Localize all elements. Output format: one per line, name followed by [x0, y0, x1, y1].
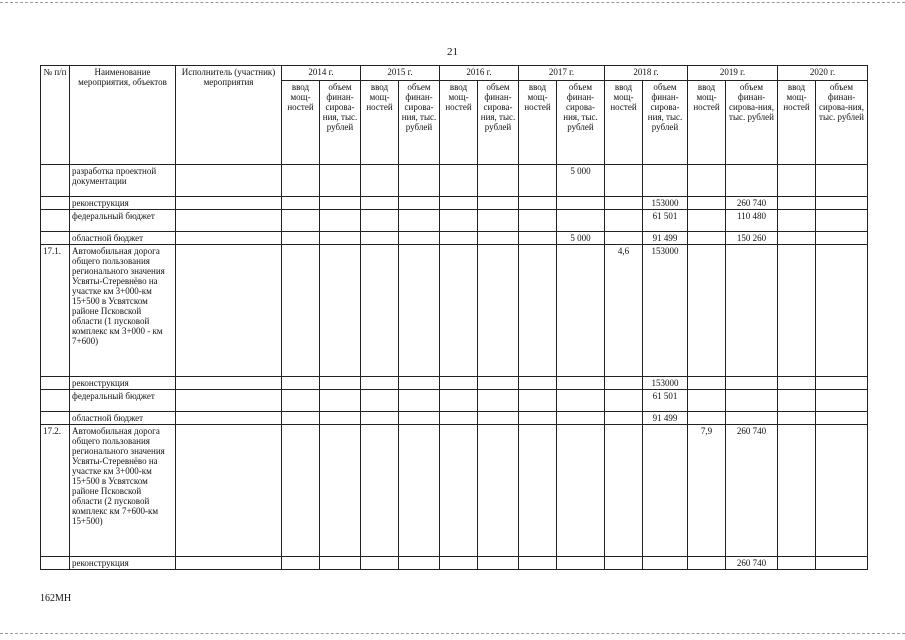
table-row	[41, 232, 868, 245]
capacity-cell	[282, 557, 320, 570]
capacity-cell	[361, 245, 399, 377]
row-executor	[176, 232, 282, 245]
table-row	[41, 210, 868, 232]
finance-cell	[399, 390, 440, 412]
finance-cell: 91 499	[643, 412, 688, 425]
header-finance-2020: объем финан-сирова-ния, тыс. рублей	[816, 81, 868, 165]
row-number	[41, 412, 70, 425]
row-name: разработка проектной документации	[70, 165, 176, 197]
header-name: Наименование мероприятия, объектов	[70, 66, 176, 165]
capacity-cell	[361, 557, 399, 570]
capacity-cell	[282, 165, 320, 197]
capacity-cell	[440, 245, 478, 377]
capacity-cell	[282, 232, 320, 245]
row-executor	[176, 197, 282, 210]
capacity-cell	[605, 197, 643, 210]
row-name: федеральный бюджет	[70, 210, 176, 232]
capacity-cell	[605, 377, 643, 390]
capacity-cell	[282, 245, 320, 377]
capacity-cell	[361, 390, 399, 412]
capacity-cell	[778, 165, 816, 197]
capacity-cell	[282, 197, 320, 210]
capacity-cell	[778, 197, 816, 210]
capacity-cell	[282, 390, 320, 412]
capacity-cell	[778, 245, 816, 377]
finance-cell: 260 740	[726, 557, 778, 570]
capacity-cell	[440, 390, 478, 412]
capacity-cell	[605, 390, 643, 412]
capacity-cell	[778, 412, 816, 425]
capacity-cell	[519, 232, 557, 245]
finance-cell	[320, 557, 361, 570]
capacity-cell	[605, 210, 643, 232]
capacity-cell	[778, 377, 816, 390]
finance-cell	[478, 197, 519, 210]
capacity-cell	[440, 425, 478, 557]
finance-cell	[320, 377, 361, 390]
header-capacity-2019: ввод мощ-ностей	[688, 81, 726, 165]
finance-cell	[557, 245, 605, 377]
capacity-cell	[688, 412, 726, 425]
capacity-cell	[519, 245, 557, 377]
capacity-cell	[440, 377, 478, 390]
financing-table	[40, 65, 868, 570]
bottom-edge-line	[0, 633, 905, 634]
capacity-cell	[519, 165, 557, 197]
finance-cell	[478, 232, 519, 245]
finance-cell	[399, 210, 440, 232]
capacity-cell	[519, 210, 557, 232]
row-executor	[176, 245, 282, 377]
finance-cell	[557, 425, 605, 557]
capacity-cell	[361, 412, 399, 425]
finance-cell	[320, 412, 361, 425]
header-year-2018: 2018 г.	[605, 66, 688, 81]
finance-cell	[320, 390, 361, 412]
capacity-cell	[519, 425, 557, 557]
capacity-cell	[440, 412, 478, 425]
finance-cell: 153000	[643, 245, 688, 377]
finance-cell	[399, 165, 440, 197]
capacity-cell	[688, 557, 726, 570]
finance-cell: 61 501	[643, 390, 688, 412]
row-executor	[176, 425, 282, 557]
header-capacity-2016: ввод мощ-ностей	[440, 81, 478, 165]
capacity-cell	[361, 377, 399, 390]
finance-cell	[478, 557, 519, 570]
page-number: 21	[447, 46, 458, 58]
capacity-cell	[688, 197, 726, 210]
row-number	[41, 390, 70, 412]
capacity-cell	[778, 557, 816, 570]
finance-cell	[726, 390, 778, 412]
row-number: 17.2.	[41, 425, 70, 557]
header-finance-2016: объем финан-сирова-ния, тыс. рублей	[478, 81, 519, 165]
header-capacity-2018: ввод мощ-ностей	[605, 81, 643, 165]
finance-cell	[816, 210, 868, 232]
capacity-cell	[778, 425, 816, 557]
finance-cell	[399, 557, 440, 570]
header-year-2019: 2019 г.	[688, 66, 778, 81]
row-name: Автомобильная дорога общего пользования регионального значения Усвяты-Стеревнёво на участке км 3+000-км 15+500 в Усвятском районе Псковской области (2 пусковой комплекс км 7+600-км 15+500)	[70, 425, 176, 557]
top-edge-line	[0, 2, 905, 3]
capacity-cell	[688, 377, 726, 390]
capacity-cell	[361, 165, 399, 197]
table-row	[41, 557, 868, 570]
finance-cell	[478, 425, 519, 557]
footer-code: 162МН	[40, 593, 72, 604]
row-executor	[176, 557, 282, 570]
finance-cell	[726, 245, 778, 377]
capacity-cell	[778, 390, 816, 412]
table-row	[41, 425, 868, 557]
finance-cell	[399, 412, 440, 425]
finance-cell: 260 740	[726, 197, 778, 210]
capacity-cell	[361, 425, 399, 557]
finance-cell	[399, 232, 440, 245]
header-finance-2014: объем финан-сирова-ния, тыс. рублей	[320, 81, 361, 165]
capacity-cell: 4,6	[605, 245, 643, 377]
table-row	[41, 412, 868, 425]
header-year-2015: 2015 г.	[361, 66, 440, 81]
capacity-cell	[605, 412, 643, 425]
row-number	[41, 197, 70, 210]
header-executor: Исполнитель (участник) мероприятия	[176, 66, 282, 165]
finance-cell: 260 740	[726, 425, 778, 557]
header-num: № п/п	[41, 66, 70, 165]
capacity-cell	[688, 232, 726, 245]
finance-cell	[726, 412, 778, 425]
table-row	[41, 165, 868, 197]
finance-cell	[320, 197, 361, 210]
row-number	[41, 232, 70, 245]
row-number	[41, 165, 70, 197]
capacity-cell	[440, 232, 478, 245]
capacity-cell	[282, 210, 320, 232]
capacity-cell	[688, 165, 726, 197]
capacity-cell	[605, 425, 643, 557]
finance-cell	[643, 557, 688, 570]
finance-cell	[816, 425, 868, 557]
finance-cell	[478, 245, 519, 377]
finance-cell	[320, 165, 361, 197]
finance-cell	[816, 245, 868, 377]
finance-cell: 153000	[643, 377, 688, 390]
finance-cell	[557, 390, 605, 412]
capacity-cell	[361, 232, 399, 245]
row-number	[41, 210, 70, 232]
finance-cell	[557, 210, 605, 232]
row-name: областной бюджет	[70, 412, 176, 425]
capacity-cell	[605, 557, 643, 570]
header-capacity-2017: ввод мощ-ностей	[519, 81, 557, 165]
finance-cell	[726, 377, 778, 390]
finance-cell	[557, 377, 605, 390]
finance-cell	[726, 165, 778, 197]
capacity-cell	[519, 412, 557, 425]
row-name: областной бюджет	[70, 232, 176, 245]
finance-cell	[557, 412, 605, 425]
capacity-cell	[440, 557, 478, 570]
finance-cell	[399, 245, 440, 377]
capacity-cell	[778, 232, 816, 245]
finance-cell	[557, 197, 605, 210]
capacity-cell	[688, 210, 726, 232]
row-name: федеральный бюджет	[70, 390, 176, 412]
header-finance-2019: объем финан-сирова-ния, тыс. рублей	[726, 81, 778, 165]
row-name: реконструкция	[70, 197, 176, 210]
table-row	[41, 197, 868, 210]
capacity-cell	[605, 232, 643, 245]
capacity-cell	[440, 165, 478, 197]
finance-cell	[816, 197, 868, 210]
finance-cell	[399, 377, 440, 390]
finance-cell: 61 501	[643, 210, 688, 232]
row-executor	[176, 377, 282, 390]
row-executor	[176, 412, 282, 425]
capacity-cell	[440, 197, 478, 210]
row-executor	[176, 390, 282, 412]
capacity-cell	[282, 377, 320, 390]
header-capacity-2015: ввод мощ-ностей	[361, 81, 399, 165]
finance-cell	[478, 377, 519, 390]
capacity-cell	[519, 197, 557, 210]
finance-cell	[478, 390, 519, 412]
header-finance-2018: объем финан-сирова-ния, тыс. рублей	[643, 81, 688, 165]
row-number	[41, 557, 70, 570]
finance-cell	[816, 377, 868, 390]
finance-cell	[320, 232, 361, 245]
finance-cell: 153000	[643, 197, 688, 210]
capacity-cell	[440, 210, 478, 232]
finance-cell	[643, 165, 688, 197]
table-row	[41, 245, 868, 377]
finance-cell: 91 499	[643, 232, 688, 245]
finance-cell	[816, 390, 868, 412]
capacity-cell	[282, 412, 320, 425]
row-name: реконструкция	[70, 377, 176, 390]
finance-cell	[478, 210, 519, 232]
capacity-cell	[282, 425, 320, 557]
finance-cell	[557, 557, 605, 570]
row-number	[41, 377, 70, 390]
capacity-cell	[519, 557, 557, 570]
finance-cell	[478, 165, 519, 197]
header-row-years	[41, 66, 868, 81]
finance-cell: 5 000	[557, 165, 605, 197]
finance-cell: 110 480	[726, 210, 778, 232]
finance-cell	[643, 425, 688, 557]
row-executor	[176, 210, 282, 232]
header-year-2016: 2016 г.	[440, 66, 519, 81]
capacity-cell	[605, 165, 643, 197]
header-capacity-2020: ввод мощ-ностей	[778, 81, 816, 165]
row-name: реконструкция	[70, 557, 176, 570]
row-number: 17.1.	[41, 245, 70, 377]
capacity-cell	[778, 210, 816, 232]
finance-cell	[816, 165, 868, 197]
header-year-2020: 2020 г.	[778, 66, 868, 81]
finance-cell	[816, 412, 868, 425]
capacity-cell	[519, 377, 557, 390]
finance-cell	[399, 197, 440, 210]
capacity-cell: 7,9	[688, 425, 726, 557]
finance-cell	[399, 425, 440, 557]
header-year-2014: 2014 г.	[282, 66, 361, 81]
capacity-cell	[361, 210, 399, 232]
finance-cell: 5 000	[557, 232, 605, 245]
finance-cell	[478, 412, 519, 425]
header-finance-2017: объем финан-сирова-ния, тыс. рублей	[557, 81, 605, 165]
capacity-cell	[361, 197, 399, 210]
finance-cell	[816, 557, 868, 570]
row-executor	[176, 165, 282, 197]
table-body	[41, 165, 868, 570]
capacity-cell	[688, 390, 726, 412]
header-finance-2015: объем финан-сирова-ния, тыс. рублей	[399, 81, 440, 165]
table-row	[41, 390, 868, 412]
finance-cell	[320, 245, 361, 377]
capacity-cell	[688, 245, 726, 377]
finance-cell: 150 260	[726, 232, 778, 245]
finance-cell	[320, 210, 361, 232]
table-row	[41, 377, 868, 390]
header-year-2017: 2017 г.	[519, 66, 605, 81]
finance-cell	[320, 425, 361, 557]
row-name: Автомобильная дорога общего пользования регионального значения Усвяты-Стеревнёво на участке км 3+000-км 15+500 в Усвятском районе Псковской области (1 пусковой комплекс км 3+000 - км 7+600)	[70, 245, 176, 377]
finance-cell	[816, 232, 868, 245]
header-capacity-2014: ввод мощ-ностей	[282, 81, 320, 165]
capacity-cell	[519, 390, 557, 412]
